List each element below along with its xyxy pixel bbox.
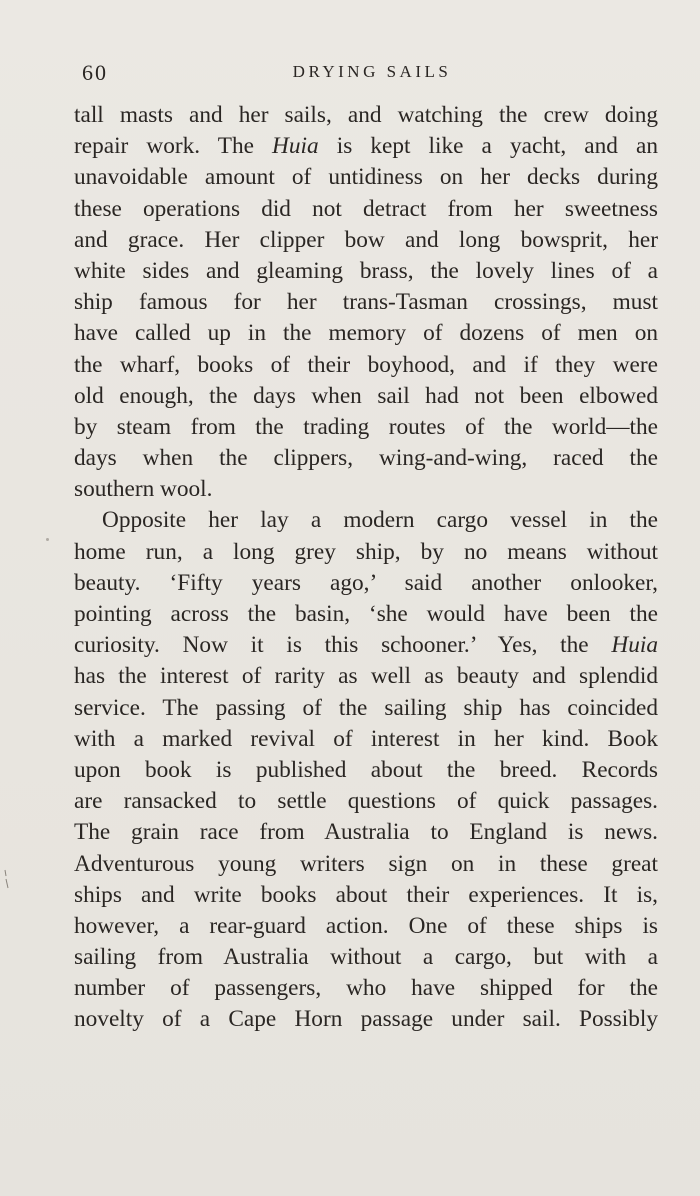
text-segment: upon book is published about the breed. Records bbox=[74, 756, 658, 783]
text-line bbox=[74, 350, 658, 381]
text-line bbox=[74, 786, 658, 817]
text-segment: beauty. ‘Fifty years ago,’ said another onlooker, bbox=[74, 569, 658, 596]
text-segment: days when the clippers, wing-and-wing, raced the bbox=[74, 445, 658, 472]
text-line bbox=[74, 100, 658, 131]
text-line bbox=[74, 755, 658, 786]
text-segment: these operations did not detract from her sweetness bbox=[74, 195, 658, 222]
text-segment: The grain race from Australia to England is news. bbox=[74, 819, 658, 846]
text-segment: number of passengers, who have shipped for the bbox=[74, 975, 658, 1002]
text-segment: home run, a long grey ship, by no means without bbox=[74, 538, 658, 565]
text-line bbox=[74, 256, 658, 287]
text-line bbox=[74, 973, 658, 1004]
text-line bbox=[74, 661, 658, 692]
text-segment: and grace. Her clipper bow and long bowsprit, her bbox=[74, 226, 658, 253]
text-line bbox=[74, 412, 658, 443]
text-segment: however, a rear-guard action. One of these ships is bbox=[74, 912, 658, 939]
text-line bbox=[74, 849, 658, 880]
text-segment: service. The passing of the sailing ship has coincided bbox=[74, 694, 658, 721]
text-segment: pointing across the basin, ‘she would have been the bbox=[74, 601, 658, 627]
text-segment: has the interest of rarity as well as beauty and splendid bbox=[74, 663, 658, 690]
text-segment: are ransacked to settle questions of quick passages. bbox=[74, 788, 658, 815]
margin-pencil-mark bbox=[4, 868, 10, 890]
text-line bbox=[74, 724, 658, 755]
text-segment: Adventurous young writers sign on in these great bbox=[74, 850, 658, 877]
text-line bbox=[74, 474, 658, 505]
text-segment: is kept like a yacht, and an bbox=[318, 133, 658, 160]
text-line bbox=[74, 131, 658, 162]
text-segment: novelty of a Cape Horn passage under sail. Possibly bbox=[74, 1006, 658, 1033]
text-segment: curiosity. Now it is this schooner.’ Yes, the bbox=[74, 632, 612, 659]
text-line bbox=[74, 225, 658, 256]
ship-name-italic: Huia bbox=[611, 632, 658, 659]
text-line bbox=[74, 693, 658, 724]
text-segment: Opposite her lay a modern cargo vessel in the bbox=[102, 507, 658, 534]
text-segment: by steam from the trading routes of the world—the bbox=[74, 413, 658, 440]
ship-name-italic: Huia bbox=[272, 133, 319, 160]
running-head: DRYING SAILS bbox=[292, 62, 452, 81]
text-line bbox=[74, 162, 658, 193]
text-line bbox=[74, 443, 658, 474]
text-segment: southern wool. bbox=[74, 476, 213, 503]
text-segment: ship famous for her trans-Tasman crossings, must bbox=[74, 289, 658, 316]
text-line bbox=[74, 318, 658, 349]
text-line bbox=[74, 599, 658, 630]
text-line bbox=[74, 880, 658, 911]
text-segment: old enough, the days when sail had not been elbowed bbox=[74, 382, 658, 409]
text-segment: white sides and gleaming brass, the lovely lines of a bbox=[74, 257, 658, 284]
text-line bbox=[74, 1004, 658, 1035]
page-number: 60 bbox=[82, 60, 108, 85]
text-segment: the wharf, books of their boyhood, and if they were bbox=[74, 351, 658, 378]
text-line bbox=[74, 942, 658, 973]
text-line bbox=[74, 287, 658, 318]
text-segment: unavoidable amount of untidiness on her decks during bbox=[74, 164, 658, 191]
text-line bbox=[74, 630, 658, 661]
text-segment: tall masts and her sails, and watching the crew doing bbox=[74, 102, 658, 128]
text-line bbox=[74, 381, 658, 412]
text-line bbox=[74, 568, 658, 599]
body-text bbox=[74, 100, 658, 1036]
paper-speck bbox=[46, 538, 49, 541]
text-line bbox=[74, 911, 658, 942]
text-segment: sailing from Australia without a cargo, but with a bbox=[74, 944, 658, 971]
text-segment: have called up in the memory of dozens of men on bbox=[74, 320, 658, 347]
text-line bbox=[74, 194, 658, 225]
text-segment: repair work. The bbox=[74, 133, 273, 160]
page-header bbox=[82, 60, 662, 90]
text-line bbox=[74, 537, 658, 568]
text-segment: with a marked revival of interest in her kind. Book bbox=[74, 725, 658, 752]
text-line bbox=[74, 505, 658, 536]
text-line bbox=[74, 817, 658, 848]
text-segment: ships and write books about their experiences. It is, bbox=[74, 881, 658, 908]
